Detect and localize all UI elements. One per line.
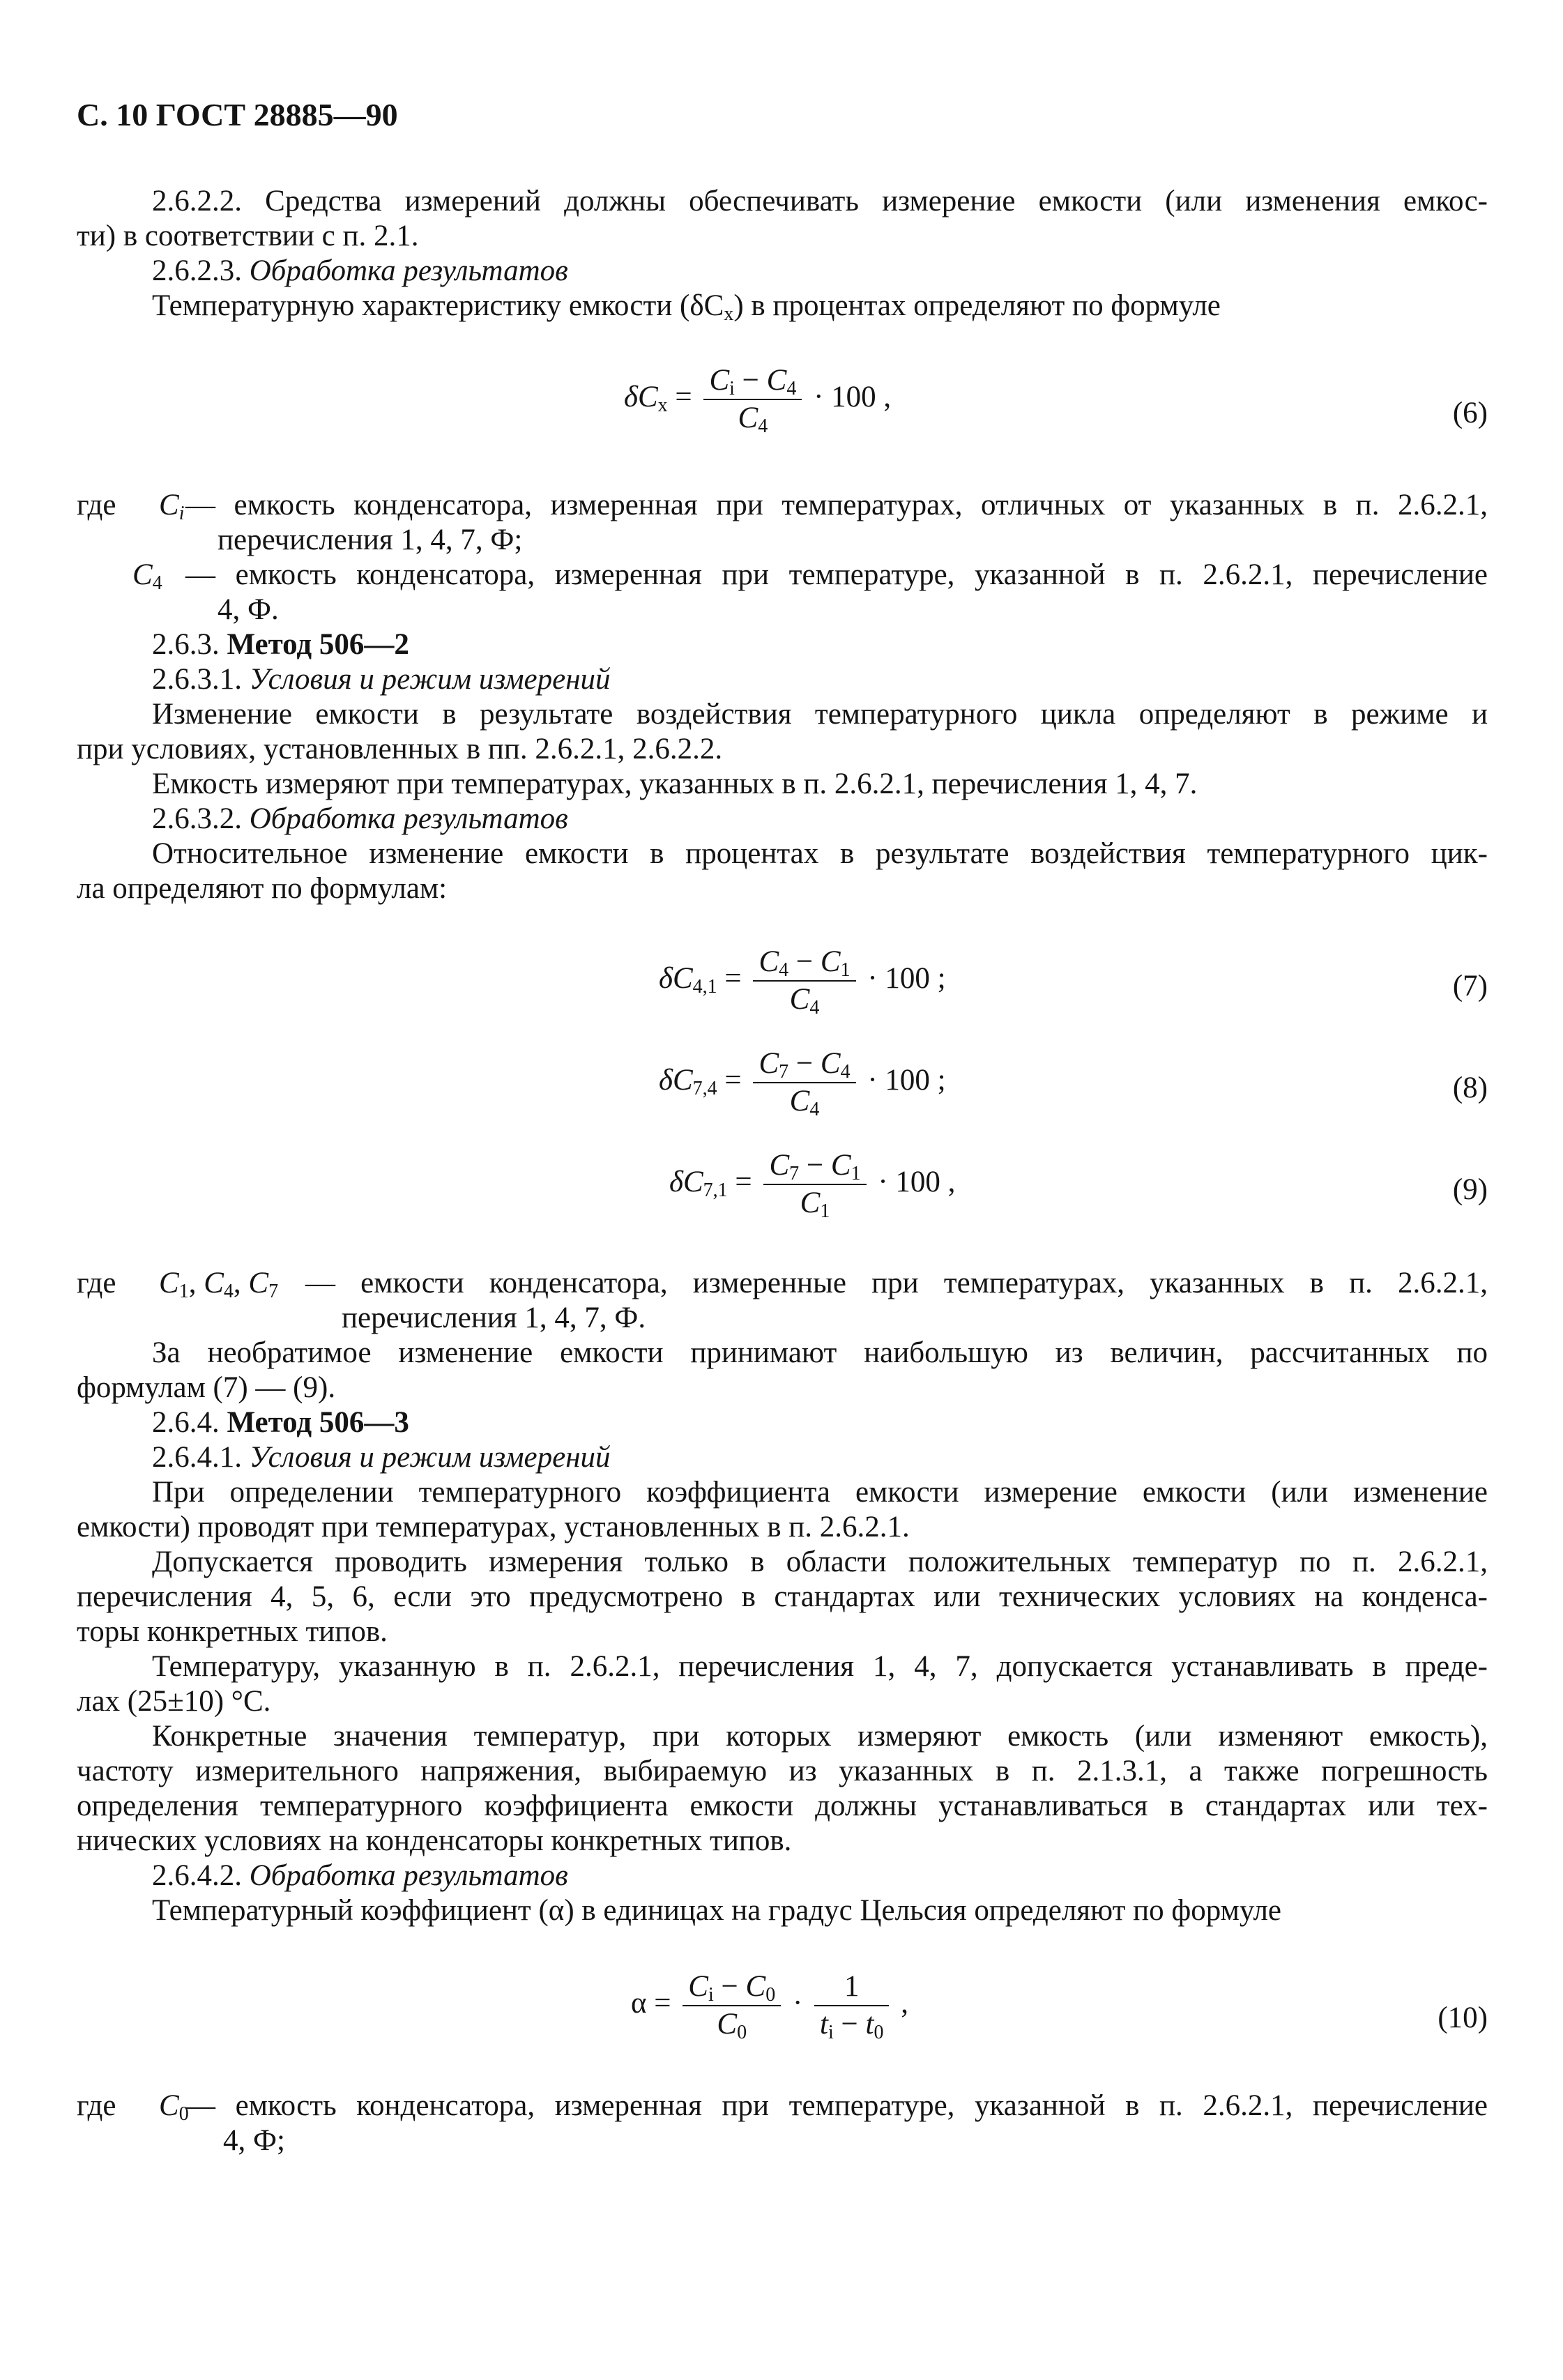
definition-line: — емкость конденсатора, измеренная при температурах, отличных от указанных в п. 2.6.2.1, — [185, 489, 1488, 521]
paragraph-line: формулам (7) — (9). — [77, 1371, 336, 1404]
paragraph-line — [152, 289, 1221, 323]
equation-number: (10) — [1438, 2001, 1488, 2034]
definition-line: 4, Ф. — [218, 593, 279, 626]
paragraph-line: Температурный коэффициент (α) в единицах на градус Цельсия определяют по формуле — [152, 1894, 1281, 1927]
section-heading: 2.6.4. Метод 506—3 — [152, 1406, 409, 1439]
paragraph-line: Емкость измеряют при температурах, указанных в п. 2.6.2.1, перечисления 1, 4, 7. — [152, 768, 1198, 800]
paragraph-line: при условиях, установленных в пп. 2.6.2.1, 2.6.2.2. — [77, 733, 723, 765]
section-heading: 2.6.3.2. Обработка результатов — [152, 802, 568, 835]
section-heading: 2.6.4.2. Обработка результатов — [152, 1859, 568, 1892]
equation-number: (7) — [1452, 970, 1488, 1002]
symbol: $C_i$ — [159, 489, 185, 524]
formula-9: $\delta C_{7,1}$ = $\frac{C_7 - C_1}{C_1}$ · 100 , — [669, 1149, 956, 1222]
page-header: С. 10 ГОСТ 28885—90 — [77, 97, 398, 132]
definition-line: — емкость конденсатора, измеренная при температуре, указанной в п. 2.6.2.1, перечисление — [185, 558, 1488, 591]
paragraph-line: Изменение емкости в результате воздействия температурного цикла определяют в режиме и — [152, 698, 1488, 731]
paragraph-line: Допускается проводить измерения только в области положительных температур по п. 2.6.2.1, — [152, 1546, 1488, 1578]
text-fragment: Температурную характеристику емкости (δC — [152, 289, 724, 322]
paragraph-line: торы конкретных типов. — [77, 1615, 388, 1648]
paragraph-line: определения температурного коэффициента емкости должны устанавливаться в стандартах или тех- — [77, 1790, 1488, 1822]
definition-line: — емкость конденсатора, измеренная при температуре, указанной в п. 2.6.2.1, перечисление — [185, 2089, 1488, 2122]
formula-multiplier: · 100 , — [878, 1165, 956, 1198]
paragraph-line: За необратимое изменение емкости принимают наибольшую из величин, рассчитанных по — [152, 1336, 1488, 1369]
paragraph-line: ти) в соответствии с п. 2.1. — [77, 220, 419, 252]
definition-line: 4, Ф; — [223, 2124, 285, 2157]
subscript: x — [724, 303, 734, 325]
definition-line: — емкости конденсатора, измеренные при температурах, указанных в п. 2.6.2.1, — [305, 1267, 1488, 1299]
definition-line: перечисления 1, 4, 7, Ф. — [342, 1302, 646, 1334]
section-title: Обработка результатов — [249, 802, 568, 835]
equation-number: (8) — [1452, 1071, 1488, 1104]
symbol-list: $C_1$, $C_4$, $C_7$ — [159, 1267, 279, 1302]
paragraph-line: перечисления 4, 5, 6, если это предусмотрено в стандартах или технических условиях на конденса- — [77, 1580, 1488, 1613]
paragraph-line: лах (25±10) °C. — [77, 1685, 271, 1718]
section-heading: 2.6.3. Метод 506—2 — [152, 628, 409, 661]
definition-line: перечисления 1, 4, 7, Ф; — [218, 524, 523, 556]
paragraph-line: Температуру, указанную в п. 2.6.2.1, перечисления 1, 4, 7, допускается устанавливать в преде- — [152, 1650, 1488, 1683]
paragraph-line: емкости) проводят при температурах, установленных в п. 2.6.2.1. — [77, 1511, 910, 1543]
paragraph-line: Относительное изменение емкости в процентах в результате воздействия температурного цик- — [152, 837, 1488, 870]
where-label: где — [77, 489, 116, 521]
section-number: 2.6.2.3. — [152, 254, 242, 287]
method-title: Метод 506—3 — [227, 1406, 409, 1439]
section-title: Условия и режим измерений — [249, 663, 611, 696]
paragraph-line: 2.6.2.2. Средства измерений должны обеспечивать измерение емкости (или изменения емкос- — [152, 185, 1488, 218]
equation-number: (6) — [1452, 397, 1488, 429]
formula-multiplier: · 100 ; — [867, 961, 946, 995]
where-label: где — [77, 2089, 116, 2122]
equation-number: (9) — [1452, 1173, 1488, 1206]
section-title: Обработка результатов — [249, 254, 568, 287]
section-title: Условия и режим измерений — [249, 1441, 611, 1474]
section-heading — [152, 254, 568, 289]
paragraph-line: При определении температурного коэффициента емкости измерение емкости (или изменение — [152, 1476, 1488, 1509]
formula-6: $\delta C_x$ = $\frac{C_i - C_4}{C_4}$ · 100 , — [624, 364, 892, 437]
paragraph-line: нических условиях на конденсаторы конкретных типов. — [77, 1824, 792, 1857]
symbol: $C_4$ — [132, 558, 162, 594]
where-label: где — [77, 1267, 116, 1299]
symbol: $C_0$ — [159, 2089, 189, 2125]
paragraph-line: Конкретные значения температур, при которых измеряют емкость (или изменяют емкость), — [152, 1720, 1488, 1753]
paragraph-line: ла определяют по формулам: — [77, 872, 448, 905]
formula-7: $\delta C_{4,1}$ = $\frac{C_4 - C_1}{C_4}$ · 100 ; — [659, 945, 946, 1019]
method-title: Метод 506—2 — [227, 628, 409, 661]
section-heading: 2.6.3.1. Условия и режим измерений — [152, 663, 611, 696]
text-fragment: ) в процентах определяют по формуле — [733, 289, 1221, 322]
formula-multiplier: · 100 ; — [867, 1063, 946, 1097]
paragraph-line: частоту измерительного напряжения, выбираемую из указанных в п. 2.1.3.1, а также погрешность — [77, 1755, 1488, 1787]
formula-multiplier: · 100 , — [814, 380, 892, 413]
formula-10: α = $\frac{C_i - C_0}{C_0}$ · $\frac{1}{t_i - t_0}$ , — [631, 1970, 908, 2043]
section-title: Обработка результатов — [249, 1859, 568, 1892]
section-heading: 2.6.4.1. Условия и режим измерений — [152, 1441, 611, 1474]
formula-8: $\delta C_{7,4}$ = $\frac{C_7 - C_4}{C_4}$ · 100 ; — [659, 1047, 946, 1120]
